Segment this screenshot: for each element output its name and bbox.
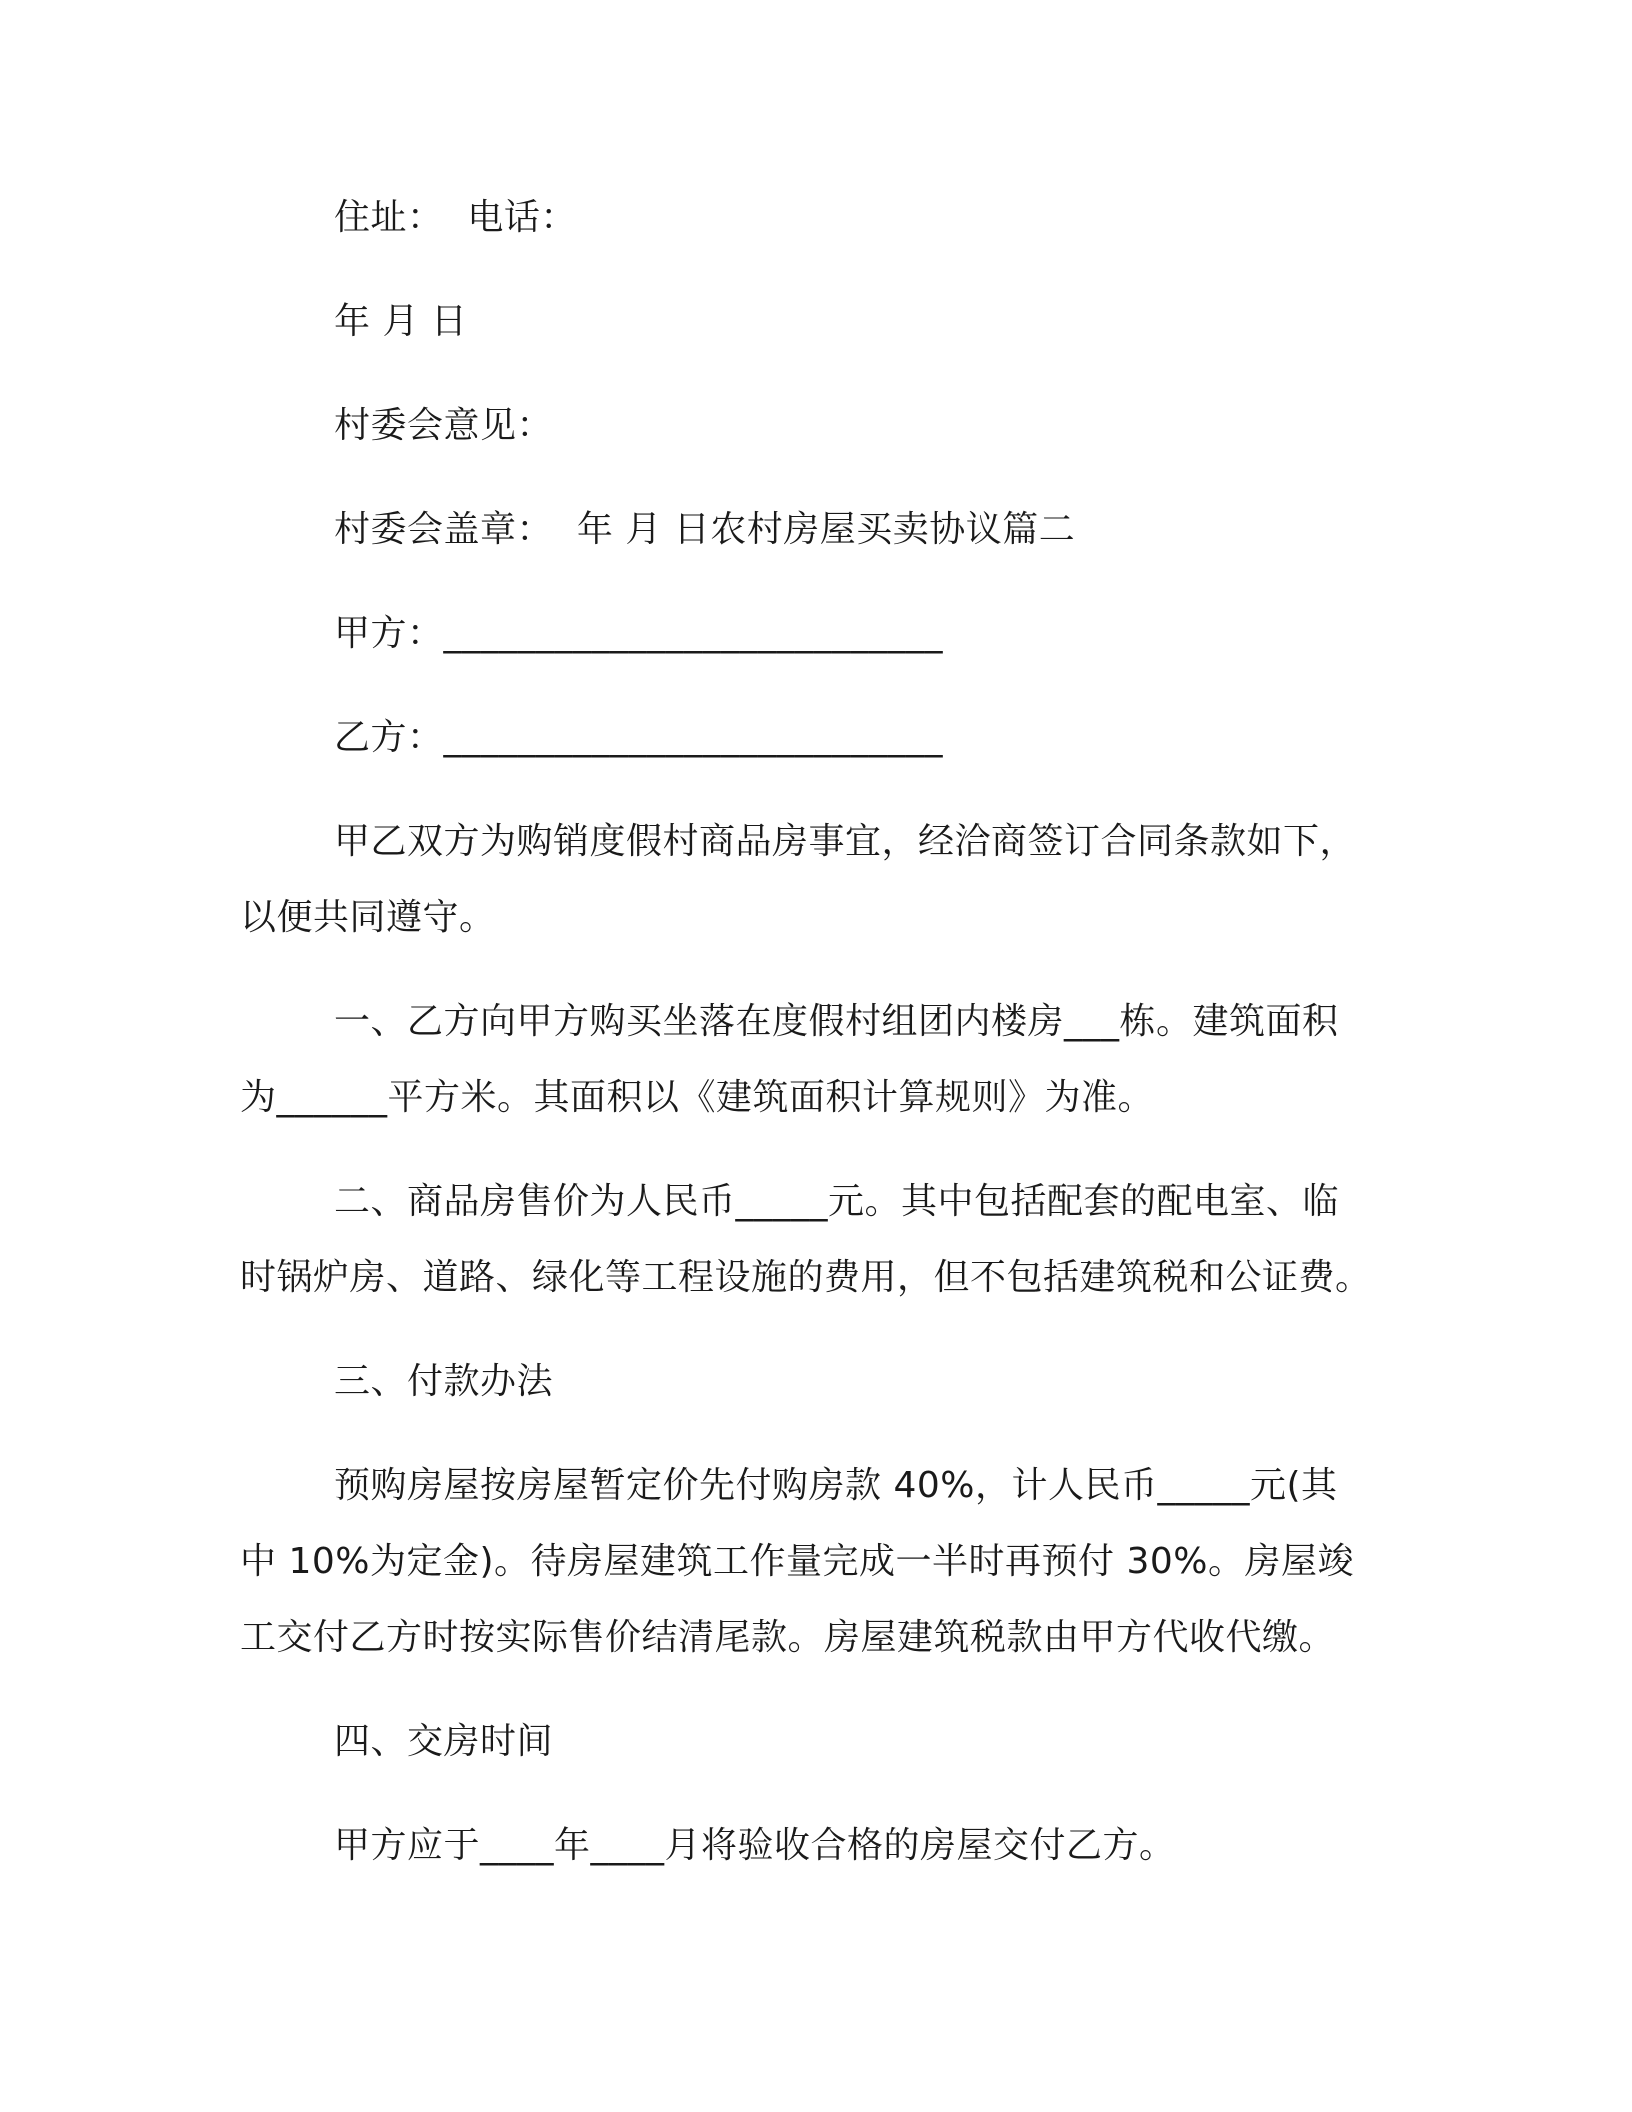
- date-line: 年 月 日: [334, 301, 468, 342]
- payment-line-1: 预购房屋按房屋暂定价先付购房款 40%，计人民币_____元(其: [334, 1465, 1338, 1506]
- delivery-time-line: 甲方应于____年____月将验收合格的房屋交付乙方。: [334, 1825, 1176, 1866]
- clause-2-line-1: 二、商品房售价为人民币_____元。其中包括配套的配电室、临: [334, 1181, 1340, 1222]
- clause-1-line-2: 为______平方米。其面积以《建筑面积计算规则》为准。: [240, 1077, 1155, 1118]
- preamble-line-2: 以便共同遵守。: [240, 897, 496, 938]
- party-a-line: 甲方：___________________________: [334, 613, 944, 654]
- preamble-line-1: 甲乙双方为购销度假村商品房事宜，经洽商签订合同条款如下，: [334, 821, 1357, 862]
- clause-3-heading: 三、付款办法: [334, 1361, 554, 1402]
- payment-line-2: 中 10%为定金)。待房屋建筑工作量完成一半时再预付 30%。房屋竣: [240, 1541, 1354, 1582]
- clause-2-line-2: 时锅炉房、道路、绿化等工程设施的费用，但不包括建筑税和公证费。: [240, 1257, 1372, 1298]
- party-b-line: 乙方：___________________________: [334, 717, 944, 758]
- village-committee-seal: 村委会盖章： 年 月 日农村房屋买卖协议篇二: [334, 509, 1076, 550]
- clause-4-heading: 四、交房时间: [334, 1721, 554, 1762]
- address-phone-line: 住址： 电话：: [334, 197, 577, 238]
- payment-line-3: 工交付乙方时按实际售价结清尾款。房屋建筑税款由甲方代收代缴。: [240, 1617, 1336, 1658]
- village-committee-opinion: 村委会意见：: [334, 405, 554, 446]
- clause-1-line-1: 一、乙方向甲方购买坐落在度假村组团内楼房___栋。建筑面积: [334, 1001, 1339, 1042]
